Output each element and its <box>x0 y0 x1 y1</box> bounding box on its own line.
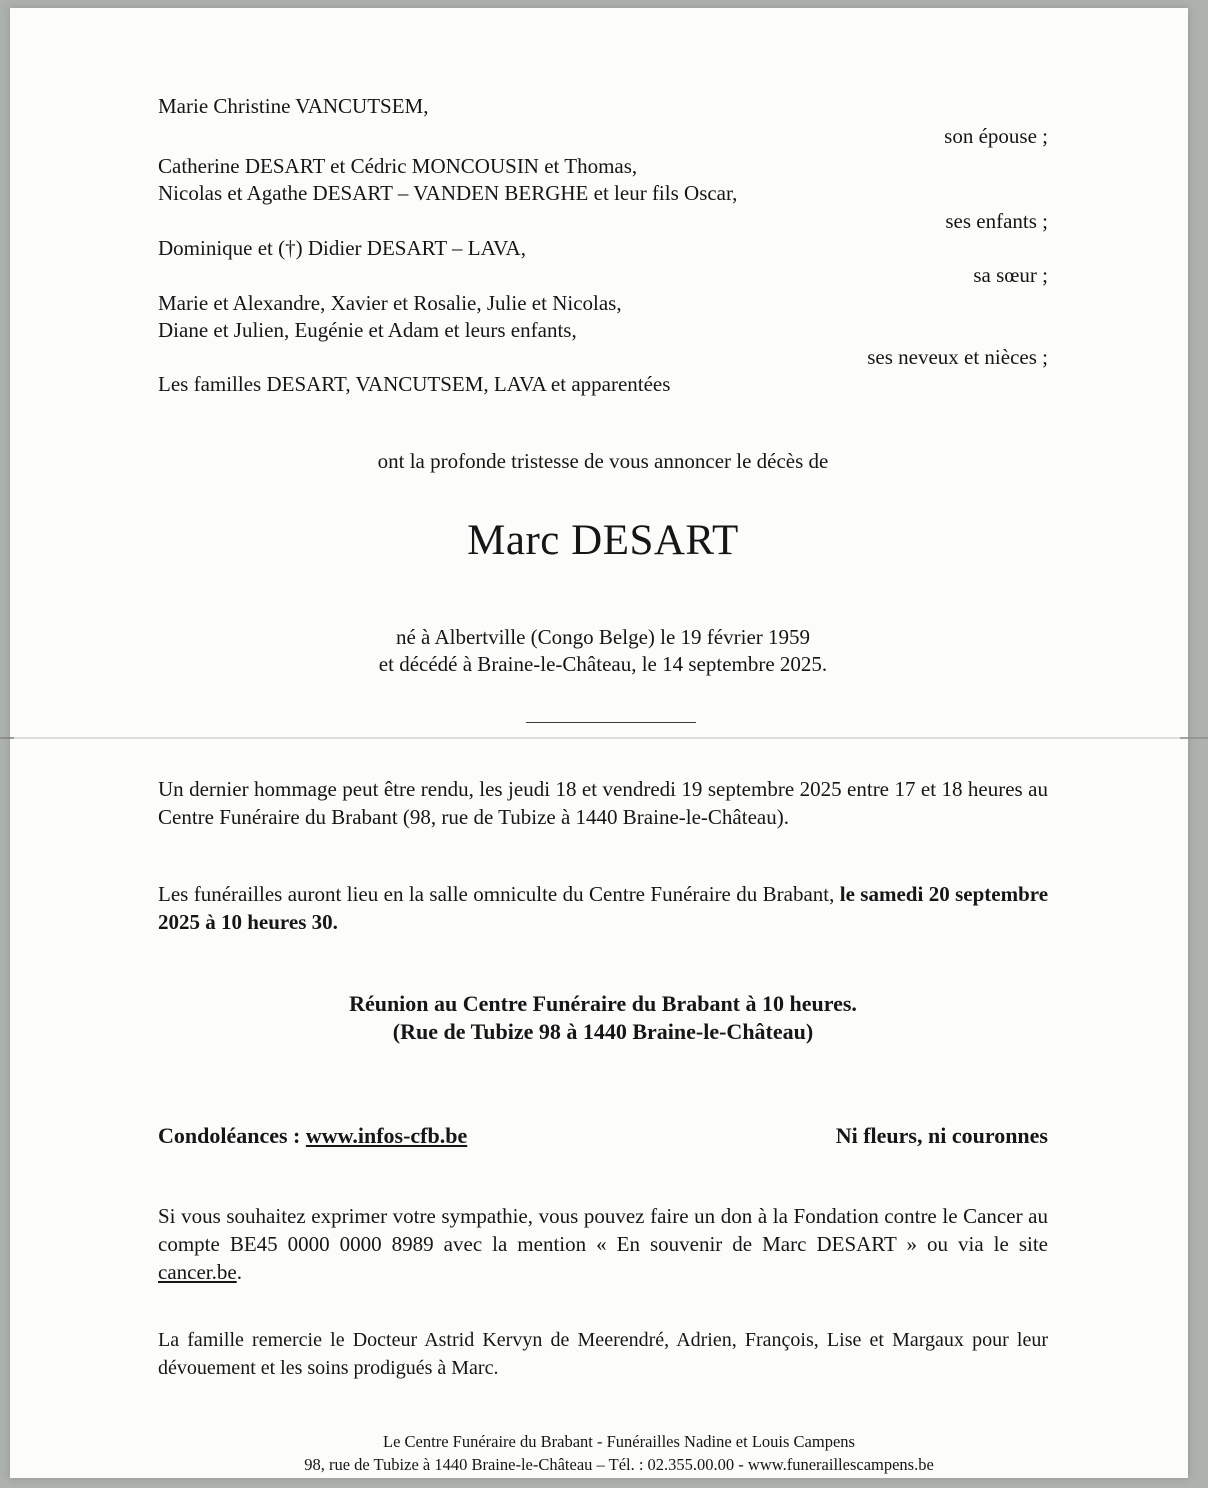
viewing-paragraph: Un dernier hommage peut être rendu, les jeudi 18 et vendredi 19 septembre 2025 entre 17 et 18 heures au Centre Funéraire du Brabant (98, rue de Tubize à 1440 Braine-le-Château). <box>158 777 1048 829</box>
family-line-sister: Dominique et (†) Didier DESART – LAVA, <box>158 236 526 260</box>
family-line-children-1: Catherine DESART et Cédric MONCOUSIN et Thomas, <box>158 154 638 178</box>
announcement-page-lower <box>10 8 1188 1478</box>
meeting-section <box>158 990 1048 1046</box>
footer-line-1: Le Centre Funéraire du Brabant - Funérailles Nadine et Louis Campens <box>383 1432 855 1451</box>
donation-period: . <box>236 1260 242 1284</box>
condolences-item <box>158 1123 467 1149</box>
family-line-nephews-1: Marie et Alexandre, Xavier et Rosalie, Julie et Nicolas, <box>158 291 622 315</box>
family-line-families: Les familles DESART, VANCUTSEM, LAVA et apparentées <box>158 372 671 396</box>
meeting-line-1: Réunion au Centre Funéraire du Brabant à 10 heures. <box>349 991 857 1016</box>
funeral-date-bold: le samedi 20 septembre 2025 à 10 heures 30. <box>158 882 1049 934</box>
birth-line: né à Albertville (Congo Belge) le 19 février 1959 <box>395 625 811 649</box>
deceased-name: Marc DESART <box>467 517 739 564</box>
condolences-label: Condoléances : <box>158 1123 306 1148</box>
death-line: et décédé à Braine-le-Château, le 14 septembre 2025. <box>378 652 828 676</box>
condolences-url: www.infos-cfb.be <box>305 1123 468 1148</box>
condolences-row <box>158 1123 1048 1149</box>
family-line-spouse: Marie Christine VANCUTSEM, <box>158 94 429 118</box>
relation-children: ses enfants ; <box>945 209 1048 233</box>
meeting-line-2: (Rue de Tubize 98 à 1440 Braine-le-Château) <box>392 1019 814 1044</box>
donation-link: cancer.be <box>158 1260 237 1284</box>
donation-text: Si vous souhaitez exprimer votre sympathie, vous pouvez faire un don à la Fondation contre le Cancer au compte BE45 0000 0000 8989 avec la mention « En souvenir de Marc DESART » ou via le site <box>158 1204 1048 1256</box>
thanks-paragraph: La famille remercie le Docteur Astrid Kervyn de Meerendré, Adrien, François, Lise et Margaux pour leur dévouement et les soins prodigués à Marc. <box>158 1329 1048 1379</box>
no-flowers-note: Ni fleurs, ni couronnes <box>835 1123 1048 1148</box>
footer <box>170 1430 1068 1476</box>
funeral-text: Les funérailles auront lieu en la salle omniculte du Centre Funéraire du Brabant, <box>158 882 840 906</box>
relation-spouse: son épouse ; <box>944 124 1048 148</box>
footer-line-2: 98, rue de Tubize à 1440 Braine-le-Château – Tél. : 02.355.00.00 - www.funeraillescampens.be <box>304 1455 934 1474</box>
funeral-paragraph <box>158 880 1048 936</box>
announcement-intro: ont la profonde tristesse de vous annoncer le décès de <box>377 449 829 473</box>
family-line-children-2: Nicolas et Agathe DESART – VANDEN BERGHE et leur fils Oscar, <box>158 181 738 205</box>
relation-sister: sa sœur ; <box>973 263 1048 287</box>
family-line-nephews-2: Diane et Julien, Eugénie et Adam et leurs enfants, <box>158 318 577 342</box>
relation-nephews: ses neveux et nièces ; <box>867 345 1048 369</box>
donation-paragraph <box>158 1202 1048 1286</box>
